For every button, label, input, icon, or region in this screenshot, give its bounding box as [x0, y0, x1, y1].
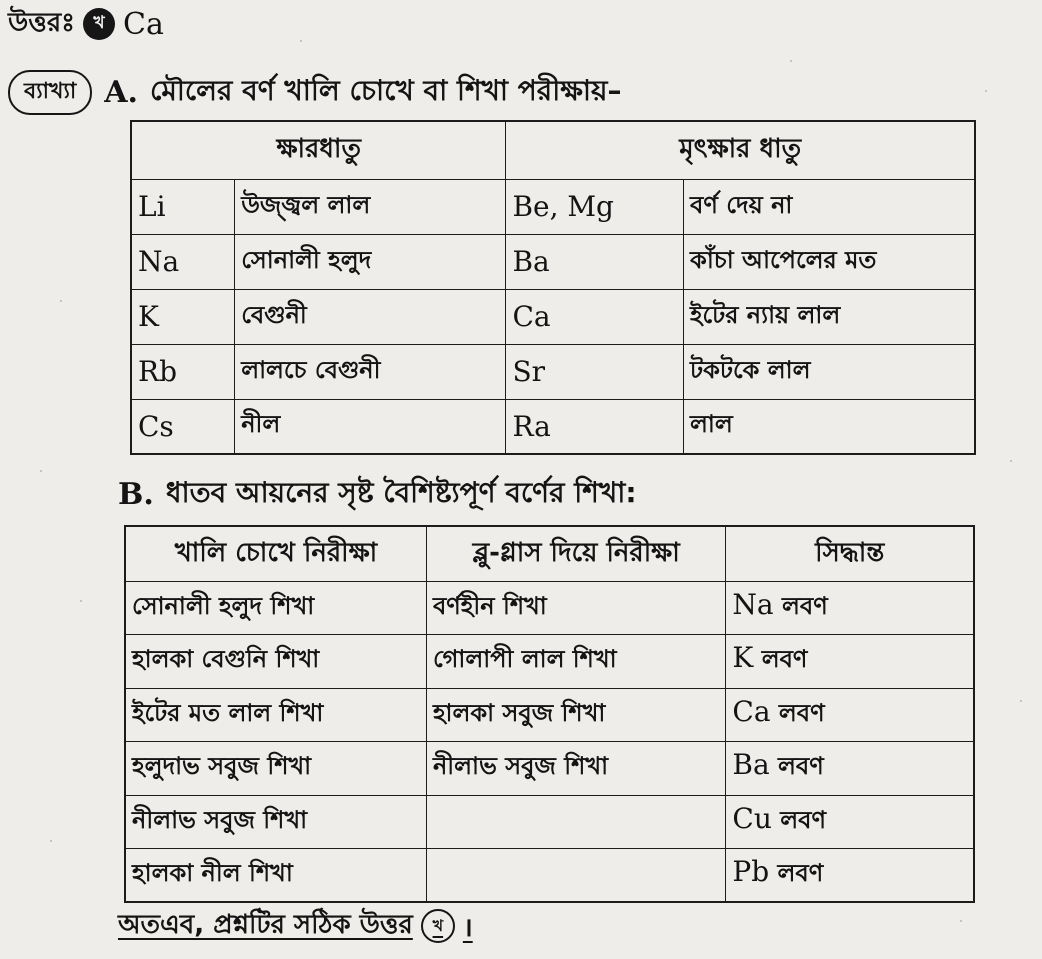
- header-conclusion: সিদ্ধান্ত: [726, 526, 974, 581]
- blue-glass-observation: নীলাভ সবুজ শিখা: [426, 742, 725, 796]
- blue-glass-observation: হালকা সবুজ শিখা: [426, 688, 725, 742]
- paper-speck: [300, 40, 302, 42]
- table-row: [125, 635, 974, 689]
- alkali-symbol: K: [131, 289, 235, 344]
- answer-option-badge: খ: [83, 8, 115, 40]
- alkali-flame-color: নীল: [235, 399, 506, 454]
- earth-symbol: Ca: [506, 289, 684, 344]
- table-row: [131, 234, 975, 289]
- salt-label: লবণ: [778, 698, 825, 727]
- blue-glass-observation: [426, 849, 725, 903]
- paper-speck: [40, 470, 42, 472]
- alkali-symbol: Na: [131, 234, 235, 289]
- naked-eye-observation: হলুদাভ সবুজ শিখা: [125, 742, 426, 796]
- paper-speck: [960, 920, 962, 922]
- earth-flame-color: লাল: [684, 399, 975, 454]
- flame-color-table: [130, 120, 976, 455]
- table-row: [125, 688, 974, 742]
- metal-ion-flame-table: [124, 525, 975, 903]
- header-alkaline-earth-metals: মৃৎক্ষার ধাতু: [506, 121, 975, 179]
- section-a-heading: [8, 68, 622, 116]
- paper-speck: [985, 90, 987, 92]
- section-b-heading: [118, 470, 637, 518]
- ion-symbol: Na: [732, 587, 774, 621]
- table-header-row: [125, 526, 974, 581]
- blue-glass-observation: [426, 795, 725, 849]
- table-row: [125, 742, 974, 796]
- earth-flame-color: টকটকে লাল: [684, 344, 975, 399]
- earth-symbol: Ra: [506, 399, 684, 454]
- conclusion-cell: [726, 635, 974, 689]
- answer-line: [8, 2, 164, 46]
- earth-symbol: Ba: [506, 234, 684, 289]
- paper-speck: [80, 600, 82, 602]
- alkali-symbol: Cs: [131, 399, 235, 454]
- salt-label: লবণ: [777, 859, 824, 887]
- conclusion-cell: [726, 849, 974, 903]
- conclusion-option-badge: খ: [421, 909, 455, 943]
- salt-label: লবণ: [761, 645, 808, 674]
- naked-eye-observation: ইটের মত লাল শিখা: [125, 688, 426, 742]
- earth-flame-color: ইটের ন্যায় লাল: [684, 289, 975, 344]
- earth-flame-color: বর্ণ দেয় না: [684, 179, 975, 234]
- table-row: [131, 344, 975, 399]
- section-a-title: মৌলের বর্ণ খালি চোখে বা শিখা পরীক্ষায়–: [149, 73, 622, 107]
- alkali-flame-color: সোনালী হলুদ: [235, 234, 506, 289]
- ion-symbol: Ca: [732, 694, 771, 728]
- table-row: [131, 289, 975, 344]
- table-row: [125, 795, 974, 849]
- naked-eye-observation: হালকা বেগুনি শিখা: [125, 635, 426, 689]
- alkali-flame-color: লালচে বেগুনী: [235, 344, 506, 399]
- conclusion-end: ।: [462, 913, 473, 943]
- section-b-letter: B.: [118, 476, 154, 512]
- alkali-symbol: Rb: [131, 344, 235, 399]
- salt-label: লবণ: [780, 805, 826, 834]
- header-alkali-metals: ক্ষারধাতু: [131, 121, 506, 179]
- ion-symbol: Pb: [732, 855, 770, 888]
- table-row: [131, 179, 975, 234]
- blue-glass-observation: গোলাপী লাল শিখা: [426, 635, 725, 689]
- ion-symbol: Cu: [732, 801, 772, 835]
- header-blue-glass: ব্লু-গ্লাস দিয়ে নিরীক্ষা: [426, 526, 725, 581]
- section-a-letter: A.: [104, 74, 138, 110]
- explanation-badge: ব্যাখ্যা: [8, 70, 92, 115]
- paper-speck: [1010, 460, 1012, 462]
- earth-symbol: Sr: [506, 344, 684, 399]
- earth-symbol: Be, Mg: [506, 179, 684, 234]
- naked-eye-observation: সোনালী হলুদ শিখা: [125, 581, 426, 635]
- salt-label: লবণ: [778, 752, 824, 781]
- naked-eye-observation: হালকা নীল শিখা: [125, 849, 426, 903]
- paper-speck: [50, 840, 52, 842]
- naked-eye-observation: নীলাভ সবুজ শিখা: [125, 795, 426, 849]
- paper-speck: [790, 60, 792, 62]
- alkali-flame-color: বেগুনী: [235, 289, 506, 344]
- alkali-flame-color: উজ্জ্বল লাল: [235, 179, 506, 234]
- paper-speck: [60, 300, 62, 302]
- conclusion-cell: [726, 742, 974, 796]
- salt-label: লবণ: [781, 591, 828, 620]
- table-header-row: [131, 121, 975, 179]
- table-row: [125, 581, 974, 635]
- conclusion-line: [118, 902, 473, 950]
- answer-label: উত্তরঃ: [8, 8, 76, 38]
- header-naked-eye: খালি চোখে নিরীক্ষা: [125, 526, 426, 581]
- section-b-title: ধাতব আয়নের সৃষ্ট বৈশিষ্ট্যপূর্ণ বর্ণের শিখা:: [165, 475, 637, 509]
- ion-symbol: Ba: [732, 748, 770, 782]
- alkali-symbol: Li: [131, 179, 235, 234]
- table-row: [125, 849, 974, 903]
- table-row: [131, 399, 975, 454]
- answer-value: Ca: [123, 6, 164, 42]
- conclusion-cell: [726, 688, 974, 742]
- ion-symbol: K: [732, 641, 754, 675]
- blue-glass-observation: বর্ণহীন শিখা: [426, 581, 725, 635]
- conclusion-text: অতএব, প্রশ্নটির সঠিক উত্তর: [118, 910, 413, 940]
- paper-speck: [1020, 700, 1022, 702]
- earth-flame-color: কাঁচা আপেলের মত: [684, 234, 975, 289]
- conclusion-cell: [726, 581, 974, 635]
- conclusion-cell: [726, 795, 974, 849]
